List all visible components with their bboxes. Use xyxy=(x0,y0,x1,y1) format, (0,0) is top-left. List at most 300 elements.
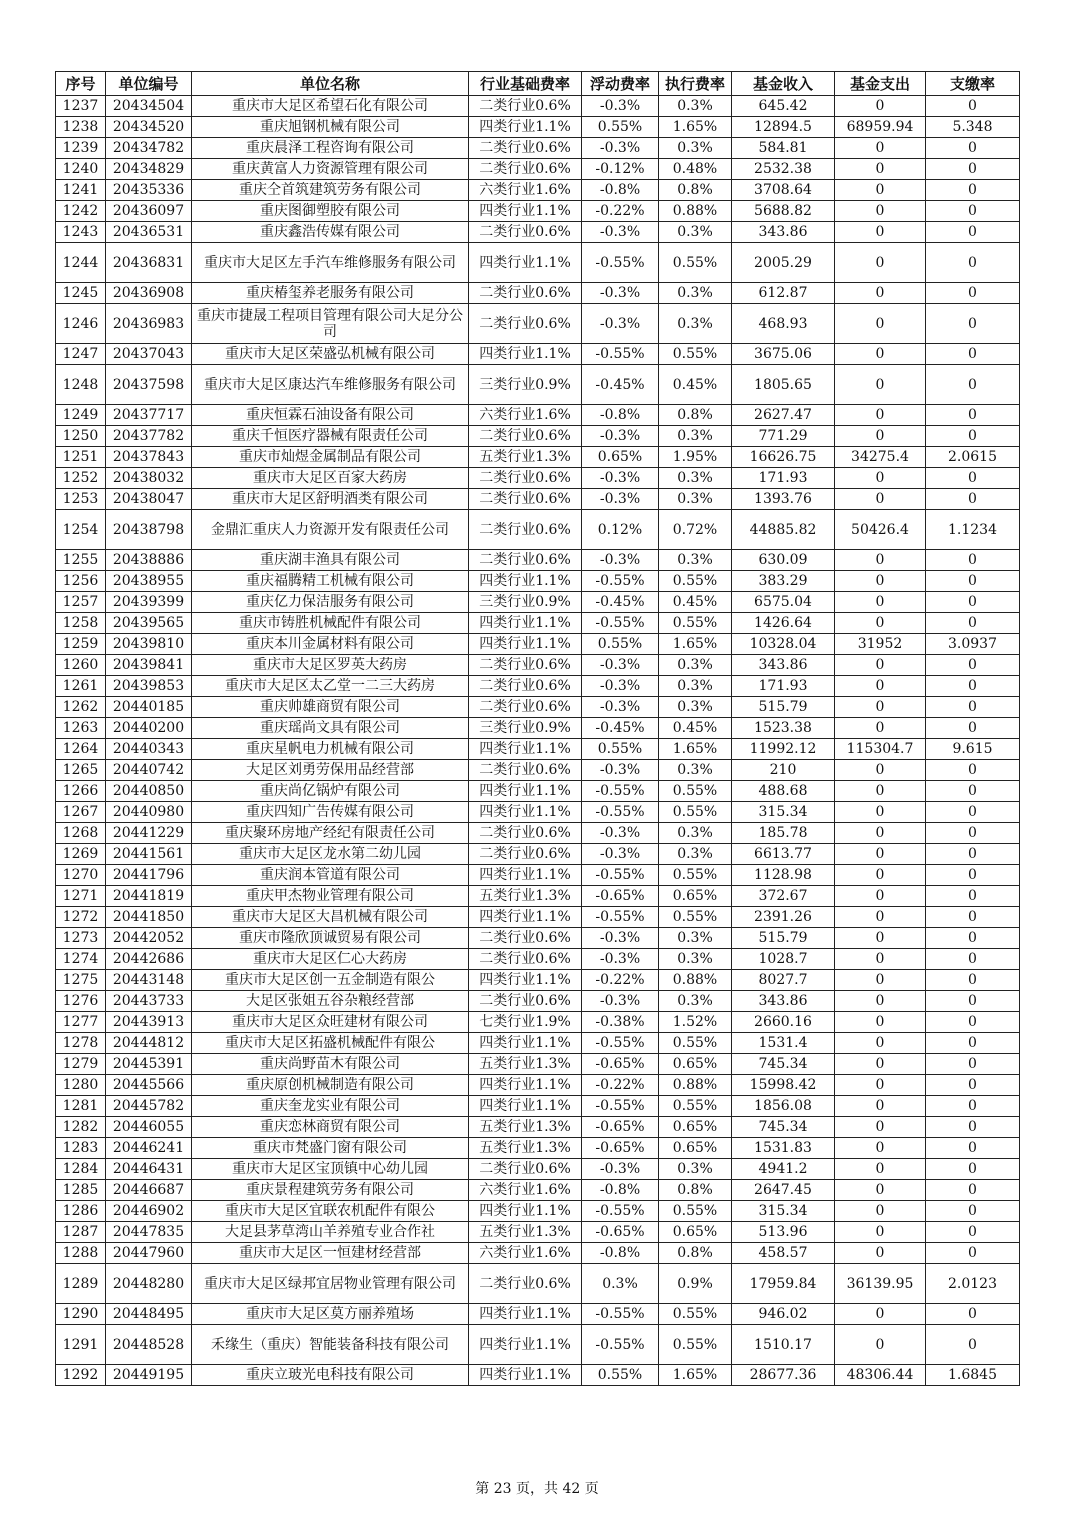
cell-exec-rate: 0.55% xyxy=(659,1096,732,1117)
cell-exec-rate: 0.3% xyxy=(659,823,732,844)
cell-fund-income: 584.81 xyxy=(732,138,835,159)
cell-base-rate: 二类行业0.6% xyxy=(469,283,582,304)
cell-float-rate: 0.3% xyxy=(582,1264,659,1304)
table-body xyxy=(56,96,1020,1386)
cell-float-rate: -0.8% xyxy=(582,405,659,426)
cell-float-rate: -0.3% xyxy=(582,844,659,865)
cell-payout-ratio: 0 xyxy=(926,655,1020,676)
cell-fund-income: 946.02 xyxy=(732,1304,835,1325)
cell-base-rate: 二类行业0.6% xyxy=(469,222,582,243)
cell-fund-expense: 0 xyxy=(835,1075,926,1096)
cell-base-rate: 四类行业1.1% xyxy=(469,781,582,802)
cell-unit-code: 20440343 xyxy=(106,739,192,760)
cell-unit-code: 20437598 xyxy=(106,365,192,405)
cell-float-rate: -0.3% xyxy=(582,823,659,844)
cell-fund-expense: 115304.7 xyxy=(835,739,926,760)
cell-fund-expense: 48306.44 xyxy=(835,1365,926,1386)
cell-base-rate: 二类行业0.6% xyxy=(469,823,582,844)
cell-fund-expense: 0 xyxy=(835,781,926,802)
cell-exec-rate: 0.55% xyxy=(659,781,732,802)
cell-exec-rate: 0.3% xyxy=(659,760,732,781)
cell-float-rate: -0.3% xyxy=(582,949,659,970)
table-row xyxy=(56,655,1020,676)
cell-fund-income: 2005.29 xyxy=(732,243,835,283)
cell-unit-code: 20434782 xyxy=(106,138,192,159)
cell-unit-code: 20438955 xyxy=(106,571,192,592)
cell-unit-name: 重庆尚亿锅炉有限公司 xyxy=(192,781,469,802)
cell-payout-ratio: 0 xyxy=(926,365,1020,405)
cell-payout-ratio: 0 xyxy=(926,344,1020,365)
cell-payout-ratio: 0 xyxy=(926,991,1020,1012)
cell-unit-name: 重庆湖丰渔具有限公司 xyxy=(192,550,469,571)
cell-unit-name: 重庆奎龙实业有限公司 xyxy=(192,1096,469,1117)
cell-payout-ratio: 0 xyxy=(926,697,1020,718)
cell-unit-code: 20449195 xyxy=(106,1365,192,1386)
table-row xyxy=(56,550,1020,571)
cell-exec-rate: 0.55% xyxy=(659,802,732,823)
cell-base-rate: 四类行业1.1% xyxy=(469,634,582,655)
cell-exec-rate: 0.55% xyxy=(659,1325,732,1365)
cell-payout-ratio: 0 xyxy=(926,781,1020,802)
table-row xyxy=(56,970,1020,991)
cell-fund-expense: 0 xyxy=(835,1012,926,1033)
cell-index: 1278 xyxy=(56,1033,106,1054)
cell-unit-name: 重庆市大足区罗英大药房 xyxy=(192,655,469,676)
cell-payout-ratio: 0 xyxy=(926,676,1020,697)
table-row xyxy=(56,138,1020,159)
cell-fund-expense: 0 xyxy=(835,655,926,676)
cell-fund-expense: 0 xyxy=(835,970,926,991)
cell-exec-rate: 1.95% xyxy=(659,447,732,468)
cell-base-rate: 四类行业1.1% xyxy=(469,802,582,823)
cell-float-rate: -0.65% xyxy=(582,1138,659,1159)
cell-index: 1282 xyxy=(56,1117,106,1138)
cell-unit-code: 20446902 xyxy=(106,1201,192,1222)
cell-payout-ratio: 0 xyxy=(926,718,1020,739)
cell-fund-expense: 0 xyxy=(835,865,926,886)
cell-float-rate: -0.55% xyxy=(582,243,659,283)
cell-payout-ratio: 0 xyxy=(926,222,1020,243)
table-row xyxy=(56,159,1020,180)
cell-base-rate: 三类行业0.9% xyxy=(469,718,582,739)
cell-exec-rate: 0.65% xyxy=(659,1054,732,1075)
table-row xyxy=(56,201,1020,222)
cell-fund-income: 17959.84 xyxy=(732,1264,835,1304)
cell-base-rate: 二类行业0.6% xyxy=(469,489,582,510)
cell-payout-ratio: 0 xyxy=(926,823,1020,844)
cell-float-rate: -0.8% xyxy=(582,180,659,201)
cell-payout-ratio: 0 xyxy=(926,613,1020,634)
cell-fund-expense: 36139.95 xyxy=(835,1264,926,1304)
cell-payout-ratio: 0 xyxy=(926,1201,1020,1222)
cell-base-rate: 二类行业0.6% xyxy=(469,928,582,949)
cell-unit-name: 重庆市大足区创一五金制造有限公 xyxy=(192,970,469,991)
cell-fund-income: 515.79 xyxy=(732,928,835,949)
cell-exec-rate: 0.65% xyxy=(659,1222,732,1243)
cell-exec-rate: 0.55% xyxy=(659,613,732,634)
table-row xyxy=(56,676,1020,697)
table-row xyxy=(56,718,1020,739)
cell-float-rate: -0.22% xyxy=(582,970,659,991)
cell-index: 1250 xyxy=(56,426,106,447)
cell-unit-name: 重庆市大足区宝顶镇中心幼儿园 xyxy=(192,1159,469,1180)
cell-payout-ratio: 0 xyxy=(926,304,1020,344)
table-row xyxy=(56,117,1020,138)
cell-unit-code: 20447835 xyxy=(106,1222,192,1243)
cell-float-rate: -0.55% xyxy=(582,802,659,823)
cell-float-rate: 0.55% xyxy=(582,634,659,655)
cell-base-rate: 五类行业1.3% xyxy=(469,1117,582,1138)
cell-unit-code: 20436983 xyxy=(106,304,192,344)
cell-base-rate: 四类行业1.1% xyxy=(469,201,582,222)
cell-fund-income: 771.29 xyxy=(732,426,835,447)
cell-fund-income: 343.86 xyxy=(732,655,835,676)
cell-index: 1269 xyxy=(56,844,106,865)
cell-payout-ratio: 0 xyxy=(926,159,1020,180)
cell-fund-income: 16626.75 xyxy=(732,447,835,468)
cell-payout-ratio: 0 xyxy=(926,1012,1020,1033)
table-row xyxy=(56,697,1020,718)
table-row xyxy=(56,1138,1020,1159)
cell-fund-income: 171.93 xyxy=(732,468,835,489)
cell-payout-ratio: 0 xyxy=(926,970,1020,991)
cell-index: 1248 xyxy=(56,365,106,405)
cell-float-rate: -0.38% xyxy=(582,1012,659,1033)
cell-exec-rate: 0.3% xyxy=(659,1159,732,1180)
cell-base-rate: 二类行业0.6% xyxy=(469,510,582,550)
cell-fund-income: 343.86 xyxy=(732,991,835,1012)
cell-unit-code: 20441850 xyxy=(106,907,192,928)
cell-exec-rate: 0.3% xyxy=(659,138,732,159)
cell-unit-code: 20446431 xyxy=(106,1159,192,1180)
table-row xyxy=(56,739,1020,760)
cell-fund-income: 1393.76 xyxy=(732,489,835,510)
cell-index: 1256 xyxy=(56,571,106,592)
cell-base-rate: 二类行业0.6% xyxy=(469,304,582,344)
cell-index: 1266 xyxy=(56,781,106,802)
header-fund-expense: 基金支出 xyxy=(835,72,926,96)
table-row xyxy=(56,1033,1020,1054)
cell-index: 1254 xyxy=(56,510,106,550)
cell-exec-rate: 0.3% xyxy=(659,468,732,489)
cell-base-rate: 四类行业1.1% xyxy=(469,243,582,283)
cell-unit-code: 20440980 xyxy=(106,802,192,823)
cell-fund-expense: 0 xyxy=(835,676,926,697)
cell-unit-code: 20444812 xyxy=(106,1033,192,1054)
cell-fund-expense: 0 xyxy=(835,718,926,739)
cell-payout-ratio: 3.0937 xyxy=(926,634,1020,655)
cell-exec-rate: 0.3% xyxy=(659,991,732,1012)
cell-base-rate: 四类行业1.1% xyxy=(469,865,582,886)
cell-index: 1279 xyxy=(56,1054,106,1075)
cell-unit-code: 20436097 xyxy=(106,201,192,222)
cell-index: 1275 xyxy=(56,970,106,991)
cell-unit-name: 重庆福腾精工机械有限公司 xyxy=(192,571,469,592)
cell-float-rate: -0.3% xyxy=(582,222,659,243)
cell-payout-ratio: 0 xyxy=(926,1075,1020,1096)
cell-exec-rate: 0.45% xyxy=(659,718,732,739)
cell-fund-expense: 34275.4 xyxy=(835,447,926,468)
cell-fund-expense: 0 xyxy=(835,1325,926,1365)
table-row xyxy=(56,949,1020,970)
cell-unit-code: 20448528 xyxy=(106,1325,192,1365)
cell-float-rate: -0.3% xyxy=(582,1159,659,1180)
cell-index: 1276 xyxy=(56,991,106,1012)
cell-fund-income: 28677.36 xyxy=(732,1365,835,1386)
cell-float-rate: -0.3% xyxy=(582,96,659,117)
cell-index: 1239 xyxy=(56,138,106,159)
cell-exec-rate: 0.3% xyxy=(659,489,732,510)
cell-index: 1246 xyxy=(56,304,106,344)
cell-fund-expense: 0 xyxy=(835,1138,926,1159)
cell-float-rate: -0.22% xyxy=(582,1075,659,1096)
cell-exec-rate: 0.45% xyxy=(659,592,732,613)
cell-float-rate: 0.65% xyxy=(582,447,659,468)
cell-payout-ratio: 0 xyxy=(926,1138,1020,1159)
cell-fund-expense: 0 xyxy=(835,180,926,201)
cell-base-rate: 二类行业0.6% xyxy=(469,760,582,781)
cell-base-rate: 五类行业1.3% xyxy=(469,1138,582,1159)
cell-base-rate: 四类行业1.1% xyxy=(469,571,582,592)
cell-fund-income: 745.34 xyxy=(732,1054,835,1075)
table-row xyxy=(56,222,1020,243)
cell-unit-name: 重庆甲杰物业管理有限公司 xyxy=(192,886,469,907)
cell-fund-income: 468.93 xyxy=(732,304,835,344)
cell-base-rate: 三类行业0.9% xyxy=(469,592,582,613)
cell-unit-name: 重庆市大足区左手汽车维修服务有限公司 xyxy=(192,243,469,283)
cell-base-rate: 六类行业1.6% xyxy=(469,1243,582,1264)
cell-fund-income: 1531.4 xyxy=(732,1033,835,1054)
cell-payout-ratio: 0 xyxy=(926,96,1020,117)
cell-index: 1271 xyxy=(56,886,106,907)
cell-exec-rate: 1.65% xyxy=(659,634,732,655)
cell-base-rate: 三类行业0.9% xyxy=(469,365,582,405)
cell-payout-ratio: 0 xyxy=(926,1243,1020,1264)
cell-unit-code: 20437843 xyxy=(106,447,192,468)
cell-base-rate: 二类行业0.6% xyxy=(469,1264,582,1304)
cell-unit-code: 20434520 xyxy=(106,117,192,138)
cell-exec-rate: 0.3% xyxy=(659,96,732,117)
cell-fund-income: 44885.82 xyxy=(732,510,835,550)
cell-fund-expense: 0 xyxy=(835,222,926,243)
cell-fund-income: 2532.38 xyxy=(732,159,835,180)
cell-fund-income: 2627.47 xyxy=(732,405,835,426)
cell-base-rate: 二类行业0.6% xyxy=(469,655,582,676)
cell-payout-ratio: 0 xyxy=(926,1222,1020,1243)
cell-unit-code: 20439399 xyxy=(106,592,192,613)
cell-unit-name: 重庆景程建筑劳务有限公司 xyxy=(192,1180,469,1201)
cell-exec-rate: 0.9% xyxy=(659,1264,732,1304)
cell-float-rate: -0.3% xyxy=(582,283,659,304)
cell-index: 1251 xyxy=(56,447,106,468)
cell-base-rate: 四类行业1.1% xyxy=(469,1033,582,1054)
cell-float-rate: -0.3% xyxy=(582,928,659,949)
cell-unit-name: 重庆恒霖石油设备有限公司 xyxy=(192,405,469,426)
cell-exec-rate: 0.48% xyxy=(659,159,732,180)
cell-unit-code: 20434829 xyxy=(106,159,192,180)
cell-float-rate: -0.55% xyxy=(582,1325,659,1365)
cell-fund-expense: 0 xyxy=(835,138,926,159)
cell-unit-code: 20440850 xyxy=(106,781,192,802)
cell-payout-ratio: 0 xyxy=(926,243,1020,283)
cell-fund-income: 458.57 xyxy=(732,1243,835,1264)
cell-float-rate: -0.55% xyxy=(582,865,659,886)
cell-float-rate: -0.45% xyxy=(582,365,659,405)
cell-fund-expense: 0 xyxy=(835,1201,926,1222)
cell-index: 1262 xyxy=(56,697,106,718)
cell-index: 1238 xyxy=(56,117,106,138)
cell-exec-rate: 0.45% xyxy=(659,365,732,405)
cell-float-rate: -0.45% xyxy=(582,592,659,613)
table-row xyxy=(56,405,1020,426)
cell-index: 1252 xyxy=(56,468,106,489)
table-row xyxy=(56,426,1020,447)
cell-base-rate: 二类行业0.6% xyxy=(469,96,582,117)
header-base-rate: 行业基础费率 xyxy=(469,72,582,96)
cell-fund-income: 1426.64 xyxy=(732,613,835,634)
cell-unit-code: 20436531 xyxy=(106,222,192,243)
table-row xyxy=(56,283,1020,304)
cell-fund-expense: 68959.94 xyxy=(835,117,926,138)
cell-unit-code: 20441561 xyxy=(106,844,192,865)
cell-unit-code: 20439810 xyxy=(106,634,192,655)
table-row xyxy=(56,365,1020,405)
cell-fund-income: 171.93 xyxy=(732,676,835,697)
cell-base-rate: 五类行业1.3% xyxy=(469,1054,582,1075)
table-row xyxy=(56,571,1020,592)
cell-exec-rate: 0.65% xyxy=(659,1117,732,1138)
cell-unit-code: 20445782 xyxy=(106,1096,192,1117)
cell-unit-name: 重庆市大足区宜联农机配件有限公 xyxy=(192,1201,469,1222)
header-fund-income: 基金收入 xyxy=(732,72,835,96)
cell-fund-income: 612.87 xyxy=(732,283,835,304)
cell-exec-rate: 0.55% xyxy=(659,571,732,592)
cell-float-rate: 0.55% xyxy=(582,1365,659,1386)
header-float-rate: 浮动费率 xyxy=(582,72,659,96)
cell-index: 1280 xyxy=(56,1075,106,1096)
cell-fund-expense: 0 xyxy=(835,550,926,571)
cell-base-rate: 四类行业1.1% xyxy=(469,739,582,760)
cell-unit-code: 20442052 xyxy=(106,928,192,949)
cell-unit-name: 重庆市大足区一恒建材经营部 xyxy=(192,1243,469,1264)
cell-fund-income: 1523.38 xyxy=(732,718,835,739)
cell-base-rate: 五类行业1.3% xyxy=(469,886,582,907)
cell-exec-rate: 0.3% xyxy=(659,844,732,865)
table-row xyxy=(56,1243,1020,1264)
cell-fund-income: 383.29 xyxy=(732,571,835,592)
cell-index: 1264 xyxy=(56,739,106,760)
table-row xyxy=(56,865,1020,886)
table-row xyxy=(56,781,1020,802)
cell-fund-income: 513.96 xyxy=(732,1222,835,1243)
cell-fund-expense: 0 xyxy=(835,159,926,180)
cell-base-rate: 四类行业1.1% xyxy=(469,344,582,365)
cell-index: 1242 xyxy=(56,201,106,222)
cell-unit-code: 20445566 xyxy=(106,1075,192,1096)
cell-base-rate: 四类行业1.1% xyxy=(469,907,582,928)
table-row xyxy=(56,613,1020,634)
cell-fund-expense: 0 xyxy=(835,760,926,781)
cell-fund-income: 2647.45 xyxy=(732,1180,835,1201)
cell-index: 1270 xyxy=(56,865,106,886)
cell-fund-income: 210 xyxy=(732,760,835,781)
cell-float-rate: -0.55% xyxy=(582,1201,659,1222)
cell-unit-name: 重庆市大足区仁心大药房 xyxy=(192,949,469,970)
cell-exec-rate: 0.55% xyxy=(659,1033,732,1054)
cell-float-rate: -0.55% xyxy=(582,344,659,365)
cell-fund-expense: 0 xyxy=(835,613,926,634)
cell-unit-name: 大足区刘勇劳保用品经营部 xyxy=(192,760,469,781)
cell-fund-income: 2660.16 xyxy=(732,1012,835,1033)
cell-float-rate: -0.65% xyxy=(582,1117,659,1138)
cell-payout-ratio: 0 xyxy=(926,760,1020,781)
cell-fund-expense: 0 xyxy=(835,489,926,510)
cell-unit-name: 重庆润本管道有限公司 xyxy=(192,865,469,886)
cell-unit-code: 20437717 xyxy=(106,405,192,426)
cell-payout-ratio: 0 xyxy=(926,802,1020,823)
cell-float-rate: -0.3% xyxy=(582,760,659,781)
cell-unit-code: 20440185 xyxy=(106,697,192,718)
cell-unit-code: 20440742 xyxy=(106,760,192,781)
cell-payout-ratio: 0 xyxy=(926,550,1020,571)
cell-index: 1290 xyxy=(56,1304,106,1325)
cell-unit-name: 重庆市铸胜机械配件有限公司 xyxy=(192,613,469,634)
cell-exec-rate: 0.3% xyxy=(659,304,732,344)
cell-fund-expense: 0 xyxy=(835,1243,926,1264)
cell-unit-name: 重庆帅雄商贸有限公司 xyxy=(192,697,469,718)
cell-fund-income: 1531.83 xyxy=(732,1138,835,1159)
cell-fund-income: 1128.98 xyxy=(732,865,835,886)
cell-unit-code: 20443148 xyxy=(106,970,192,991)
cell-payout-ratio: 9.615 xyxy=(926,739,1020,760)
table-row xyxy=(56,1325,1020,1365)
cell-fund-expense: 0 xyxy=(835,886,926,907)
cell-fund-expense: 0 xyxy=(835,426,926,447)
cell-fund-income: 343.86 xyxy=(732,222,835,243)
cell-fund-income: 4941.2 xyxy=(732,1159,835,1180)
cell-index: 1267 xyxy=(56,802,106,823)
cell-payout-ratio: 0 xyxy=(926,138,1020,159)
cell-fund-expense: 0 xyxy=(835,949,926,970)
cell-unit-name: 重庆恋林商贸有限公司 xyxy=(192,1117,469,1138)
cell-fund-expense: 0 xyxy=(835,1180,926,1201)
cell-float-rate: -0.3% xyxy=(582,655,659,676)
cell-fund-expense: 0 xyxy=(835,1159,926,1180)
cell-unit-name: 重庆晨泽工程咨询有限公司 xyxy=(192,138,469,159)
cell-unit-code: 20437782 xyxy=(106,426,192,447)
cell-exec-rate: 0.3% xyxy=(659,949,732,970)
cell-unit-name: 重庆千恒医疗器械有限责任公司 xyxy=(192,426,469,447)
cell-unit-code: 20435336 xyxy=(106,180,192,201)
cell-unit-code: 20448495 xyxy=(106,1304,192,1325)
cell-float-rate: -0.55% xyxy=(582,907,659,928)
cell-float-rate: -0.12% xyxy=(582,159,659,180)
cell-index: 1247 xyxy=(56,344,106,365)
cell-base-rate: 二类行业0.6% xyxy=(469,991,582,1012)
cell-index: 1257 xyxy=(56,592,106,613)
cell-float-rate: -0.55% xyxy=(582,613,659,634)
cell-float-rate: -0.3% xyxy=(582,550,659,571)
cell-index: 1259 xyxy=(56,634,106,655)
cell-base-rate: 四类行业1.1% xyxy=(469,1075,582,1096)
cell-unit-name: 重庆四知广告传媒有限公司 xyxy=(192,802,469,823)
cell-unit-code: 20443733 xyxy=(106,991,192,1012)
cell-unit-code: 20438032 xyxy=(106,468,192,489)
cell-index: 1245 xyxy=(56,283,106,304)
table-row xyxy=(56,907,1020,928)
cell-fund-income: 8027.7 xyxy=(732,970,835,991)
cell-unit-name: 禾缘生（重庆）智能装备科技有限公司 xyxy=(192,1325,469,1365)
